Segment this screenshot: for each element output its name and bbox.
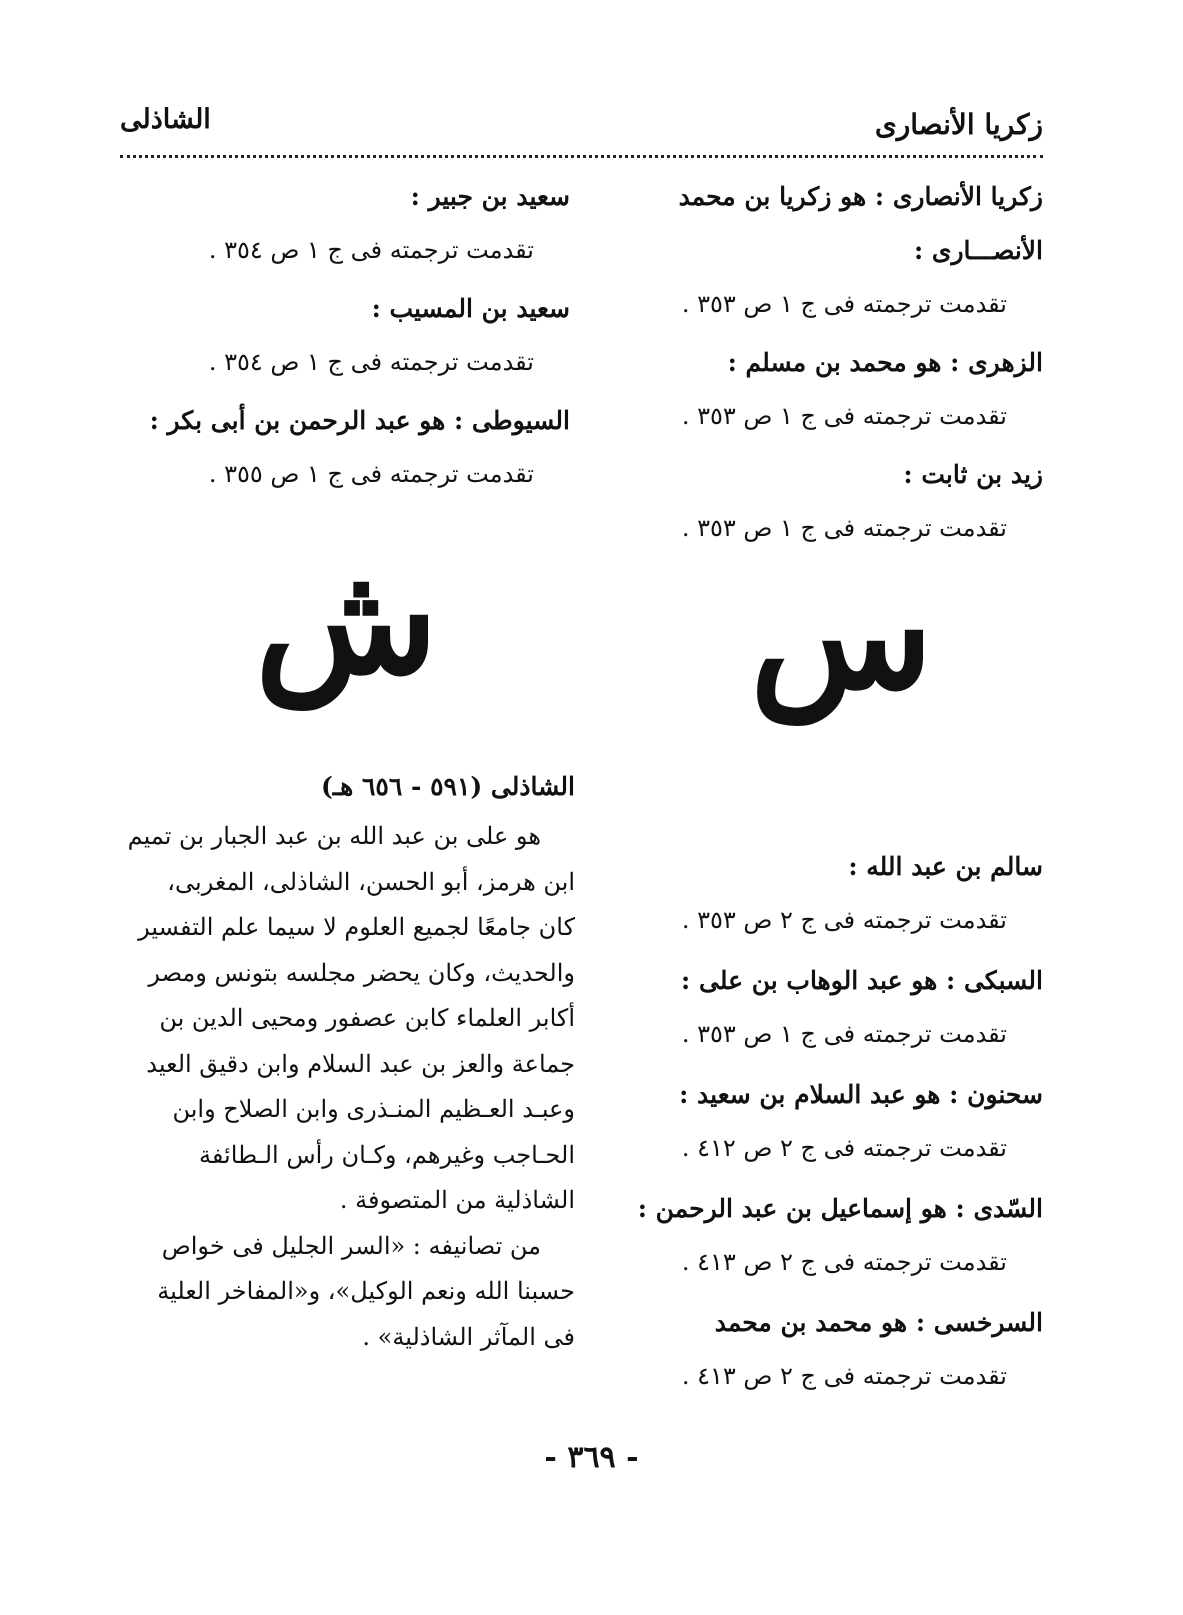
entry-zayd — [593, 448, 1043, 554]
entry-heading: سعيد بن جبير : — [410, 182, 570, 211]
entry-suyuti — [120, 394, 570, 500]
entry-sahnun — [593, 1068, 1043, 1174]
entry-heading: السبكى : هو عبد الوهاب بن على : — [681, 966, 1043, 995]
entry-heading: الزهرى : هو محمد بن مسلم : — [727, 348, 1043, 377]
entry-heading: سحنون : هو عبد السلام بن سعيد : — [679, 1080, 1043, 1109]
entry-heading: السيوطى : هو عبد الرحمن بن أبى بكر : — [149, 406, 570, 435]
entry-heading: سالم بن عبد الله : — [848, 852, 1043, 881]
bio-line: والحديث، وكان يحضر مجلسه بتونس ومصر — [148, 958, 575, 987]
entry-sarakhsi — [593, 1296, 1043, 1402]
bio-line: حسبنا الله ونعم الوكيل»، و«المفاخر العلية — [157, 1277, 575, 1305]
biography-text — [120, 814, 575, 1360]
entry-reference: تقدمت ترجمته فى ج ١ ص ٣٥٤ . — [208, 348, 534, 376]
section-letter-sin: س — [750, 547, 934, 723]
entry-heading: زيد بن ثابت : — [903, 460, 1043, 489]
bio-line: كان جامعًا لجميع العلوم لا سيما علم التفسير — [138, 913, 575, 941]
bio-line: وعبـد العـظيم المنـذرى وابن الصلاح وابن — [172, 1095, 575, 1123]
bio-line: أكابر العلماء كابن عصفور ومحيى الدين بن — [159, 1004, 575, 1032]
entry-heading: زكريا الأنصارى : هو زكريا بن محمد — [678, 182, 1043, 211]
entry-reference: تقدمت ترجمته فى ج ١ ص ٣٥٣ . — [681, 402, 1007, 430]
left-column-top — [120, 170, 570, 506]
entry-heading: السّدى : هو إسماعيل بن عبد الرحمن : — [637, 1194, 1043, 1223]
right-column-bottom — [593, 840, 1043, 1410]
entry-reference: تقدمت ترجمته فى ج ١ ص ٣٥٥ . — [208, 460, 534, 488]
bio-line: من تصانيفه : «السر الجليل فى خواص — [161, 1231, 541, 1260]
entry-reference: تقدمت ترجمته فى ج ١ ص ٣٥٣ . — [681, 1020, 1007, 1048]
header-left-title: الشاذلى — [120, 104, 211, 135]
entry-subki — [593, 954, 1043, 1060]
entry-reference: تقدمت ترجمته فى ج ١ ص ٣٥٤ . — [208, 236, 534, 264]
right-column-top — [593, 170, 1043, 560]
entry-reference: تقدمت ترجمته فى ج ٢ ص ٤١٢ . — [681, 1134, 1007, 1162]
entry-zakariya — [593, 170, 1043, 330]
entry-zuhri — [593, 336, 1043, 442]
entry-reference: تقدمت ترجمته فى ج ١ ص ٣٥٣ . — [681, 514, 1007, 542]
entry-reference: تقدمت ترجمته فى ج ٢ ص ٤١٣ . — [681, 1362, 1007, 1390]
running-header — [120, 100, 1043, 158]
entry-reference: تقدمت ترجمته فى ج ٢ ص ٤١٣ . — [681, 1248, 1007, 1276]
entry-reference: تقدمت ترجمته فى ج ١ ص ٣٥٣ . — [681, 290, 1007, 318]
header-right-title: زكريا الأنصارى — [874, 108, 1043, 141]
entry-heading: سعيد بن المسيب : — [371, 294, 570, 323]
entry-reference: تقدمت ترجمته فى ج ٢ ص ٣٥٣ . — [681, 906, 1007, 934]
bio-line: الحـاجب وغيرهم، وكـان رأس الـطائفة — [199, 1140, 575, 1169]
biography-title: الشاذلى (٥٩١ - ٦٥٦ هـ) — [320, 772, 575, 801]
section-letter-shin: ش — [255, 532, 439, 708]
bio-line: الشاذلية من المتصوفة . — [339, 1186, 575, 1214]
entry-heading-continued: الأنصـــارى : — [913, 236, 1043, 265]
bio-line: هو على بن عبد الله بن عبد الجبار بن تميم — [127, 822, 541, 850]
entry-said-musayyib — [120, 282, 570, 388]
bio-line: جماعة والعز بن عبد السلام وابن دقيق العيد — [146, 1049, 575, 1078]
entry-suddi — [593, 1182, 1043, 1288]
page-number: - ٣٦٩ - — [544, 1440, 639, 1475]
shadhili-biography — [120, 760, 575, 1360]
bio-line: فى المآثر الشاذلية» . — [362, 1322, 575, 1351]
entry-heading: السرخسى : هو محمد بن محمد — [714, 1308, 1043, 1337]
bio-line: ابن هرمز، أبو الحسن، الشاذلى، المغربى، — [167, 867, 575, 896]
entry-salim — [593, 840, 1043, 946]
entry-said-jubayr — [120, 170, 570, 276]
